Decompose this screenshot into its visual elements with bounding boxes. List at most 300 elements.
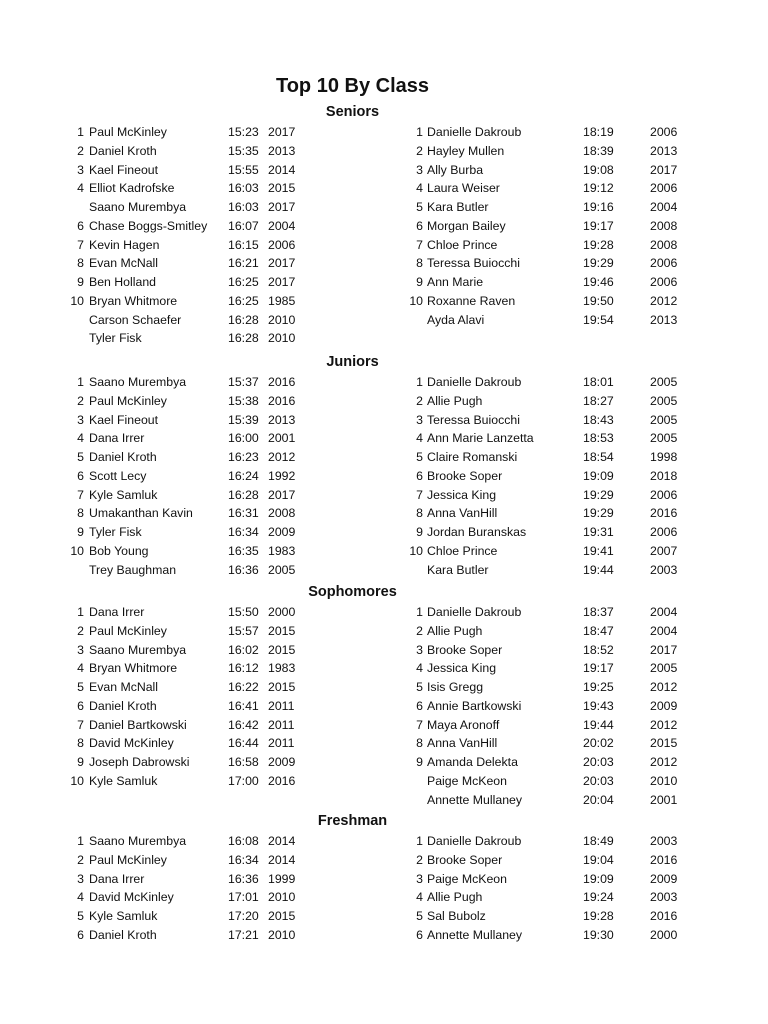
result-time: 16:12 [228,661,259,676]
result-year: 2001 [650,792,678,807]
result-year: 1999 [268,871,296,886]
section-title: Seniors [325,104,380,120]
result-row [398,870,738,889]
section-freshman [0,810,768,942]
result-row [398,561,738,580]
result-row [0,254,340,273]
result-year: 2012 [650,680,678,694]
result-year: 2015 [268,909,296,923]
result-rank: 7 [416,717,423,732]
result-time: 19:50 [583,293,614,308]
result-year: 2012 [650,293,678,308]
result-time: 18:19 [583,125,614,139]
result-time: 19:17 [583,661,614,676]
result-rank: 4 [416,431,423,446]
result-row [0,179,340,198]
result-row [398,697,738,716]
result-row [0,329,340,348]
result-name: Allie Pugh [427,623,483,638]
result-rank: 2 [416,393,423,408]
result-name: Annette Mullaney [427,927,523,942]
result-year: 2017 [650,642,678,657]
result-name: Kyle Samluk [89,773,158,788]
result-row [0,504,340,523]
result-rank: 6 [77,698,84,713]
result-year: 2008 [650,237,678,252]
boys-column [0,832,340,945]
result-time: 20:02 [583,736,614,751]
result-year: 2000 [268,605,296,619]
result-time: 17:20 [228,909,259,923]
result-row [398,373,738,392]
result-rank: 6 [77,218,84,233]
result-row [0,411,340,430]
result-rank: 2 [77,393,84,408]
result-row [0,236,340,255]
result-year: 2017 [268,200,296,214]
result-name: Evan McNall [89,256,159,271]
result-name: Kara Butler [427,200,489,214]
result-time: 18:54 [583,450,614,464]
boys-column [0,603,340,791]
result-year: 2006 [650,525,678,539]
girls-column [398,832,738,945]
result-rank: 3 [416,162,423,177]
result-name: Daniel Kroth [89,143,157,158]
result-year: 2003 [650,890,678,905]
result-name: Teressa Buiocchi [427,412,520,427]
result-time: 16:36 [228,871,259,886]
result-rank: 2 [77,852,84,867]
result-year: 2011 [268,717,295,732]
result-name: Kyle Samluk [89,487,158,502]
result-name: Maya Aronoff [427,717,500,732]
result-year: 2015 [268,623,296,638]
result-row [0,467,340,486]
result-rank: 9 [77,755,84,769]
result-row [0,851,340,870]
result-rank: 9 [416,755,423,769]
result-rank: 2 [77,623,84,638]
result-time: 19:44 [583,562,614,577]
result-rank: 3 [416,412,423,427]
result-name: Trey Baughman [89,562,177,577]
result-name: Danielle Dakroub [427,605,522,619]
result-year: 2004 [650,623,678,638]
result-year: 2006 [268,237,296,252]
result-rank: 8 [77,256,84,271]
section-title: Sophomores [308,584,397,600]
result-rank: 7 [416,237,423,252]
result-year: 2013 [268,143,296,158]
result-name: Brooke Soper [427,642,503,657]
result-time: 20:03 [583,755,614,769]
result-row [0,198,340,217]
result-row [398,888,738,907]
result-row [398,659,738,678]
result-year: 2004 [650,200,678,214]
result-year: 2010 [268,890,296,905]
result-time: 18:37 [583,605,614,619]
result-name: Annette Mullaney [427,792,523,807]
result-time: 19:29 [583,256,614,271]
section-sophomores [0,581,768,807]
result-row [398,467,738,486]
result-year: 2009 [650,698,678,713]
result-name: Paul McKinley [89,125,167,139]
result-year: 2006 [650,487,678,502]
result-time: 16:25 [228,293,259,308]
result-year: 2015 [268,642,296,657]
result-year: 1983 [268,543,296,558]
result-rank: 7 [77,717,84,732]
result-name: Ann Marie [427,275,484,289]
result-name: Paul McKinley [89,393,167,408]
result-rank: 4 [416,181,423,196]
result-time: 15:57 [228,623,259,638]
result-row [398,772,738,791]
result-row [398,753,738,772]
result-row [398,142,738,161]
result-name: Daniel Kroth [89,927,157,942]
result-name: Umakanthan Kavin [89,506,193,521]
result-row [0,273,340,292]
result-year: 2017 [268,487,296,502]
result-row [0,542,340,561]
result-name: Allie Pugh [427,393,483,408]
result-row [398,907,738,926]
result-rank: 10 [70,293,84,308]
result-rank: 4 [77,890,84,905]
result-name: Bryan Whitmore [89,293,178,308]
result-time: 20:04 [583,792,614,807]
result-name: Saano Murembya [89,642,187,657]
result-rank: 3 [77,162,84,177]
result-time: 19:30 [583,927,614,942]
result-row [398,542,738,561]
result-row [398,273,738,292]
result-name: Teressa Buiocchi [427,256,520,271]
result-time: 15:35 [228,143,259,158]
result-rank: 3 [77,412,84,427]
result-name: Morgan Bailey [427,218,506,233]
result-rank: 2 [416,852,423,867]
result-year: 2010 [268,927,296,942]
result-name: Bryan Whitmore [89,661,178,676]
result-rank: 8 [416,506,423,521]
result-rank: 6 [416,468,423,483]
result-row [0,734,340,753]
result-time: 19:54 [583,312,614,327]
result-name: Saano Murembya [89,834,187,848]
result-year: 2006 [650,256,678,271]
result-year: 2005 [650,412,678,427]
result-time: 16:28 [228,331,259,346]
result-rank: 5 [77,909,84,923]
result-rank: 10 [70,773,84,788]
result-rank: 2 [416,623,423,638]
result-year: 2009 [268,525,296,539]
result-year: 2010 [268,331,296,346]
result-name: Kael Fineout [89,412,159,427]
result-name: Anna VanHill [427,736,498,751]
result-name: Chloe Prince [427,543,498,558]
result-rank: 7 [416,487,423,502]
result-row [0,392,340,411]
result-year: 2003 [650,562,678,577]
result-time: 15:38 [228,393,259,408]
result-time: 16:41 [228,698,259,713]
result-time: 19:28 [583,237,614,252]
result-time: 15:55 [228,162,259,177]
result-name: Scott Lecy [89,468,147,483]
result-name: Dana Irrer [89,431,145,446]
result-year: 2005 [650,431,678,446]
result-name: David McKinley [89,890,174,905]
result-time: 19:08 [583,162,614,177]
result-row [0,161,340,180]
girls-column [398,123,738,329]
section-title: Juniors [326,354,379,370]
result-name: Kara Butler [427,562,489,577]
result-year: 1983 [268,661,296,676]
result-name: Claire Romanski [427,450,518,464]
result-row [0,772,340,791]
result-row [0,523,340,542]
result-row [0,603,340,622]
result-time: 19:46 [583,275,614,289]
result-year: 2013 [268,412,296,427]
result-name: Annie Bartkowski [427,698,522,713]
result-row [0,622,340,641]
result-rank: 6 [416,218,423,233]
result-year: 2017 [650,162,678,177]
result-time: 16:34 [228,852,259,867]
result-row [398,486,738,505]
result-year: 2016 [268,393,296,408]
result-name: Kevin Hagen [89,237,160,252]
result-time: 19:17 [583,218,614,233]
result-time: 16:00 [228,431,259,446]
result-rank: 1 [77,605,84,619]
result-name: Tyler Fisk [89,331,142,346]
result-row [398,254,738,273]
result-year: 2011 [268,736,295,751]
result-rank: 3 [416,642,423,657]
result-rank: 9 [416,275,423,289]
result-year: 2010 [268,312,296,327]
result-time: 16:24 [228,468,259,483]
result-time: 19:24 [583,890,614,905]
result-name: Danielle Dakroub [427,375,522,389]
result-year: 2013 [650,312,678,327]
result-name: Paige McKeon [427,871,507,886]
result-row [0,716,340,735]
result-name: Danielle Dakroub [427,125,522,139]
result-year: 2009 [268,755,296,769]
result-year: 2015 [650,736,678,751]
result-name: Ann Marie Lanzetta [427,431,534,446]
result-year: 2013 [650,143,678,158]
result-time: 16:28 [228,487,259,502]
result-rank: 10 [409,293,423,308]
result-time: 18:27 [583,393,614,408]
result-year: 2006 [650,181,678,196]
result-name: Dana Irrer [89,605,145,619]
result-row [0,907,340,926]
result-rank: 1 [77,125,84,139]
result-row [0,142,340,161]
result-row [0,697,340,716]
section-juniors [0,351,768,577]
result-row [398,926,738,945]
result-row [398,236,738,255]
result-rank: 1 [416,834,423,848]
result-rank: 1 [416,375,423,389]
result-time: 16:35 [228,543,259,558]
result-row [0,561,340,580]
result-time: 15:39 [228,412,259,427]
result-name: Anna VanHill [427,506,498,521]
result-rank: 5 [416,450,423,464]
result-year: 2016 [268,773,296,788]
result-rank: 5 [416,680,423,694]
result-name: Ayda Alavi [427,312,485,327]
boys-column [0,123,340,348]
result-rank: 10 [409,543,423,558]
result-rank: 4 [77,661,84,676]
result-time: 15:23 [228,125,259,139]
result-row [0,217,340,236]
result-year: 2015 [268,181,296,196]
result-time: 16:28 [228,312,259,327]
result-time: 18:43 [583,412,614,427]
result-row [0,888,340,907]
result-name: Elliot Kadrofske [89,181,175,196]
result-year: 2005 [650,375,678,389]
result-year: 2006 [650,275,678,289]
result-name: Dana Irrer [89,871,145,886]
result-time: 17:01 [228,890,259,905]
result-row [0,641,340,660]
result-rank: 1 [77,834,84,848]
result-row [0,448,340,467]
result-name: Amanda Delekta [427,755,518,769]
result-time: 16:02 [228,642,259,657]
result-rank: 6 [77,927,84,942]
result-rank: 8 [77,736,84,751]
result-year: 2009 [650,871,678,886]
result-year: 2017 [268,275,296,289]
result-row [0,311,340,330]
result-row [398,429,738,448]
result-year: 1998 [650,450,678,464]
result-name: Paige McKeon [427,773,507,788]
result-name: Carson Schaefer [89,312,182,327]
result-row [398,292,738,311]
result-rank: 9 [77,525,84,539]
result-rank: 8 [416,736,423,751]
result-name: Saano Murembya [89,375,187,389]
result-time: 19:41 [583,543,614,558]
result-rank: 8 [77,506,84,521]
result-year: 2005 [650,661,678,676]
result-rank: 5 [416,200,423,214]
result-year: 2008 [268,506,296,521]
boys-column [0,373,340,579]
result-year: 2012 [650,755,678,769]
result-time: 19:12 [583,181,614,196]
result-time: 16:36 [228,562,259,577]
result-time: 18:49 [583,834,614,848]
result-row [398,603,738,622]
result-time: 16:07 [228,218,259,233]
result-year: 2016 [650,909,678,923]
result-row [398,622,738,641]
result-year: 2005 [650,393,678,408]
result-name: Tyler Fisk [89,525,142,539]
result-name: Jessica King [427,487,497,502]
section-title: Freshman [317,813,388,829]
result-name: Chloe Prince [427,237,498,252]
result-year: 2017 [268,256,296,271]
result-name: Kyle Samluk [89,909,158,923]
result-time: 19:31 [583,525,614,539]
result-time: 19:29 [583,487,614,502]
result-time: 17:21 [228,927,259,942]
result-rank: 1 [416,605,423,619]
result-year: 2007 [650,543,678,558]
result-row [398,678,738,697]
result-year: 2014 [268,162,296,177]
result-year: 2016 [268,375,296,389]
result-row [398,734,738,753]
girls-column [398,373,738,579]
result-year: 2006 [650,125,678,139]
page-title: Top 10 By Class [275,75,430,97]
result-time: 16:23 [228,450,259,464]
result-rank: 2 [77,143,84,158]
result-name: Roxanne Raven [427,293,516,308]
result-name: Jessica King [427,661,497,676]
result-name: Daniel Kroth [89,698,157,713]
result-rank: 3 [77,642,84,657]
section-seniors [0,101,768,346]
result-year: 2003 [650,834,678,848]
result-year: 2001 [268,431,296,446]
girls-column [398,603,738,809]
result-year: 2016 [650,506,678,521]
result-time: 16:21 [228,256,259,271]
result-name: David McKinley [89,736,174,751]
result-row [398,411,738,430]
result-name: Laura Weiser [427,181,500,196]
result-rank: 1 [77,375,84,389]
result-time: 18:01 [583,375,614,389]
result-name: Daniel Bartkowski [89,717,187,732]
result-time: 18:53 [583,431,614,446]
result-row [398,851,738,870]
result-row [398,179,738,198]
result-time: 19:04 [583,852,614,867]
result-time: 18:52 [583,642,614,657]
result-year: 2018 [650,468,678,483]
result-name: Saano Murembya [89,200,187,214]
result-year: 2017 [268,125,296,139]
result-time: 16:15 [228,237,259,252]
result-rank: 7 [77,487,84,502]
result-rank: 10 [70,543,84,558]
